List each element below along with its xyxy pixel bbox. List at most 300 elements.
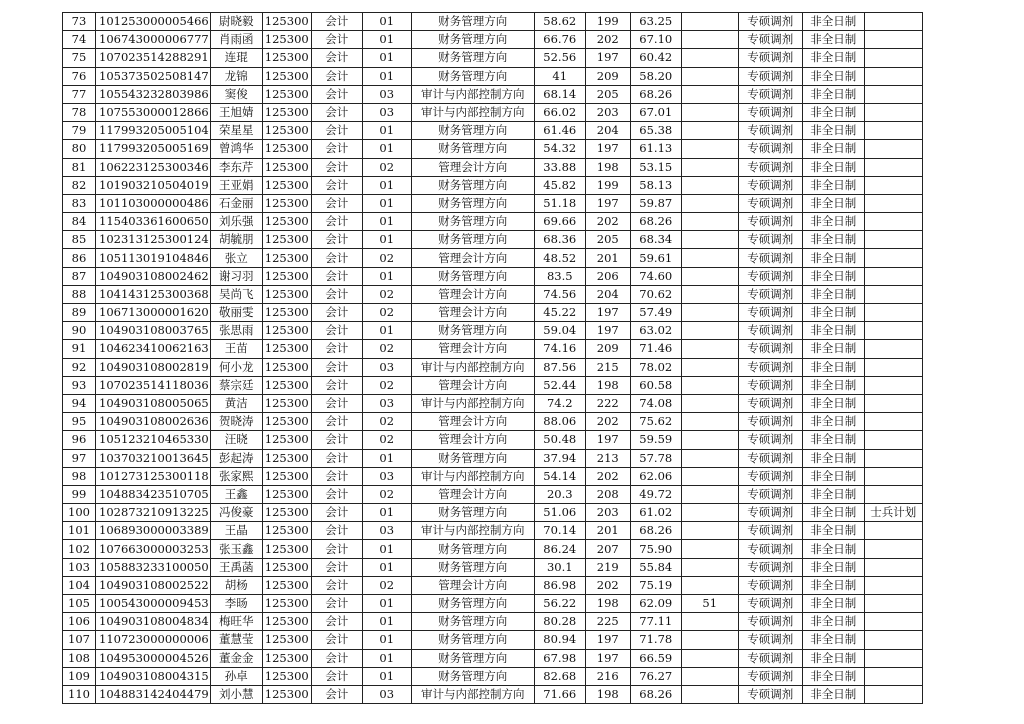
total-score-cell: 77.11	[630, 613, 681, 631]
major-code-cell: 125300	[262, 504, 311, 522]
study-mode-cell: 非全日制	[802, 540, 864, 558]
direction-code-cell: 03	[362, 685, 411, 703]
remark-cell	[864, 540, 922, 558]
remark-cell	[864, 231, 922, 249]
major-code-cell: 125300	[262, 249, 311, 267]
direction-cell: 财务管理方向	[411, 13, 534, 31]
seq-cell: 76	[63, 67, 96, 85]
category-cell: 专硕调剂	[738, 340, 802, 358]
direction-code-cell: 02	[362, 285, 411, 303]
rank-cell	[681, 49, 738, 67]
direction-cell: 财务管理方向	[411, 649, 534, 667]
remark-cell	[864, 304, 922, 322]
major-code-cell: 125300	[262, 631, 311, 649]
major-code-cell: 125300	[262, 194, 311, 212]
candidate-id-cell: 104953000004526	[96, 649, 211, 667]
major-name-cell: 会计	[311, 85, 362, 103]
total-score-cell: 68.26	[630, 85, 681, 103]
direction-cell: 管理会计方向	[411, 576, 534, 594]
retest-score-cell: 197	[585, 631, 630, 649]
remark-cell	[864, 394, 922, 412]
category-cell: 专硕调剂	[738, 576, 802, 594]
study-mode-cell: 非全日制	[802, 322, 864, 340]
direction-code-cell: 03	[362, 394, 411, 412]
seq-cell: 95	[63, 413, 96, 431]
direction-code-cell: 01	[362, 613, 411, 631]
direction-cell: 审计与内部控制方向	[411, 522, 534, 540]
candidate-id-cell: 105113019104846	[96, 249, 211, 267]
seq-cell: 83	[63, 194, 96, 212]
remark-cell	[864, 176, 922, 194]
prelim-score-cell: 59.04	[534, 322, 585, 340]
study-mode-cell: 非全日制	[802, 504, 864, 522]
retest-score-cell: 197	[585, 431, 630, 449]
prelim-score-cell: 54.32	[534, 140, 585, 158]
name-cell: 王晶	[210, 522, 262, 540]
total-score-cell: 58.13	[630, 176, 681, 194]
total-score-cell: 68.26	[630, 213, 681, 231]
major-code-cell: 125300	[262, 467, 311, 485]
major-name-cell: 会计	[311, 595, 362, 613]
seq-cell: 85	[63, 231, 96, 249]
study-mode-cell: 非全日制	[802, 449, 864, 467]
direction-cell: 财务管理方向	[411, 558, 534, 576]
direction-cell: 财务管理方向	[411, 595, 534, 613]
retest-score-cell: 207	[585, 540, 630, 558]
table-row	[63, 631, 923, 649]
major-code-cell: 125300	[262, 267, 311, 285]
direction-code-cell: 02	[362, 413, 411, 431]
major-name-cell: 会计	[311, 504, 362, 522]
major-name-cell: 会计	[311, 631, 362, 649]
retest-score-cell: 202	[585, 467, 630, 485]
table-row	[63, 31, 923, 49]
major-name-cell: 会计	[311, 194, 362, 212]
seq-cell: 103	[63, 558, 96, 576]
table-row	[63, 522, 923, 540]
retest-score-cell: 198	[585, 158, 630, 176]
study-mode-cell: 非全日制	[802, 467, 864, 485]
study-mode-cell: 非全日制	[802, 122, 864, 140]
prelim-score-cell: 88.06	[534, 413, 585, 431]
candidate-id-cell: 104903108002462	[96, 267, 211, 285]
major-name-cell: 会计	[311, 649, 362, 667]
direction-cell: 审计与内部控制方向	[411, 467, 534, 485]
rank-cell	[681, 13, 738, 31]
direction-code-cell: 02	[362, 576, 411, 594]
remark-cell	[864, 249, 922, 267]
table-row	[63, 13, 923, 31]
seq-cell: 102	[63, 540, 96, 558]
category-cell: 专硕调剂	[738, 613, 802, 631]
table-row	[63, 376, 923, 394]
major-name-cell: 会计	[311, 485, 362, 503]
retest-score-cell: 202	[585, 413, 630, 431]
prelim-score-cell: 86.24	[534, 540, 585, 558]
retest-score-cell: 225	[585, 613, 630, 631]
study-mode-cell: 非全日制	[802, 649, 864, 667]
direction-cell: 财务管理方向	[411, 631, 534, 649]
table-row	[63, 285, 923, 303]
rank-cell	[681, 122, 738, 140]
direction-code-cell: 01	[362, 558, 411, 576]
study-mode-cell: 非全日制	[802, 31, 864, 49]
seq-cell: 105	[63, 595, 96, 613]
seq-cell: 78	[63, 103, 96, 121]
candidate-id-cell: 115403361600650	[96, 213, 211, 231]
study-mode-cell: 非全日制	[802, 431, 864, 449]
direction-cell: 管理会计方向	[411, 249, 534, 267]
retest-score-cell: 219	[585, 558, 630, 576]
prelim-score-cell: 37.94	[534, 449, 585, 467]
candidate-id-cell: 102873210913225	[96, 504, 211, 522]
category-cell: 专硕调剂	[738, 595, 802, 613]
remark-cell	[864, 267, 922, 285]
seq-cell: 82	[63, 176, 96, 194]
direction-cell: 管理会计方向	[411, 304, 534, 322]
retest-score-cell: 199	[585, 176, 630, 194]
candidate-id-cell: 103703210013645	[96, 449, 211, 467]
candidate-id-cell: 105543232803986	[96, 85, 211, 103]
rank-cell	[681, 522, 738, 540]
major-code-cell: 125300	[262, 485, 311, 503]
study-mode-cell: 非全日制	[802, 413, 864, 431]
total-score-cell: 58.20	[630, 67, 681, 85]
retest-score-cell: 203	[585, 504, 630, 522]
study-mode-cell: 非全日制	[802, 140, 864, 158]
prelim-score-cell: 30.1	[534, 558, 585, 576]
seq-cell: 79	[63, 122, 96, 140]
name-cell: 石金丽	[210, 194, 262, 212]
category-cell: 专硕调剂	[738, 431, 802, 449]
seq-cell: 106	[63, 613, 96, 631]
candidate-id-cell: 101273125300118	[96, 467, 211, 485]
direction-code-cell: 01	[362, 31, 411, 49]
major-code-cell: 125300	[262, 449, 311, 467]
major-code-cell: 125300	[262, 540, 311, 558]
direction-cell: 管理会计方向	[411, 413, 534, 431]
total-score-cell: 62.06	[630, 467, 681, 485]
rank-cell	[681, 613, 738, 631]
remark-cell	[864, 558, 922, 576]
direction-cell: 财务管理方向	[411, 140, 534, 158]
name-cell: 胡毓朋	[210, 231, 262, 249]
rank-cell	[681, 176, 738, 194]
table-row	[63, 413, 923, 431]
name-cell: 李旸	[210, 595, 262, 613]
category-cell: 专硕调剂	[738, 49, 802, 67]
rank-cell	[681, 285, 738, 303]
remark-cell	[864, 485, 922, 503]
remark-cell	[864, 67, 922, 85]
candidate-id-cell: 110723000000006	[96, 631, 211, 649]
category-cell: 专硕调剂	[738, 449, 802, 467]
direction-cell: 审计与内部控制方向	[411, 85, 534, 103]
study-mode-cell: 非全日制	[802, 304, 864, 322]
retest-score-cell: 205	[585, 85, 630, 103]
candidate-id-cell: 107663000003253	[96, 540, 211, 558]
candidate-id-cell: 104903108002636	[96, 413, 211, 431]
name-cell: 王禹菡	[210, 558, 262, 576]
direction-cell: 财务管理方向	[411, 540, 534, 558]
candidate-id-cell: 104883142404479	[96, 685, 211, 703]
major-name-cell: 会计	[311, 249, 362, 267]
study-mode-cell: 非全日制	[802, 49, 864, 67]
candidate-id-cell: 104903108002522	[96, 576, 211, 594]
prelim-score-cell: 67.98	[534, 649, 585, 667]
table-row	[63, 576, 923, 594]
major-code-cell: 125300	[262, 667, 311, 685]
category-cell: 专硕调剂	[738, 267, 802, 285]
major-code-cell: 125300	[262, 140, 311, 158]
retest-score-cell: 209	[585, 340, 630, 358]
study-mode-cell: 非全日制	[802, 576, 864, 594]
retest-score-cell: 222	[585, 394, 630, 412]
direction-cell: 财务管理方向	[411, 267, 534, 285]
prelim-score-cell: 82.68	[534, 667, 585, 685]
total-score-cell: 60.42	[630, 49, 681, 67]
major-code-cell: 125300	[262, 304, 311, 322]
total-score-cell: 68.26	[630, 522, 681, 540]
major-code-cell: 125300	[262, 103, 311, 121]
direction-code-cell: 01	[362, 213, 411, 231]
direction-cell: 管理会计方向	[411, 431, 534, 449]
table-row	[63, 340, 923, 358]
name-cell: 刘乐强	[210, 213, 262, 231]
major-name-cell: 会计	[311, 67, 362, 85]
seq-cell: 81	[63, 158, 96, 176]
major-name-cell: 会计	[311, 13, 362, 31]
remark-cell	[864, 413, 922, 431]
retest-score-cell: 205	[585, 231, 630, 249]
rank-cell	[681, 631, 738, 649]
name-cell: 荣星星	[210, 122, 262, 140]
major-name-cell: 会计	[311, 285, 362, 303]
total-score-cell: 59.59	[630, 431, 681, 449]
study-mode-cell: 非全日制	[802, 667, 864, 685]
category-cell: 专硕调剂	[738, 631, 802, 649]
direction-code-cell: 01	[362, 194, 411, 212]
category-cell: 专硕调剂	[738, 504, 802, 522]
direction-code-cell: 02	[362, 249, 411, 267]
major-name-cell: 会计	[311, 358, 362, 376]
major-code-cell: 125300	[262, 394, 311, 412]
major-code-cell: 125300	[262, 413, 311, 431]
major-name-cell: 会计	[311, 122, 362, 140]
candidate-id-cell: 107553000012866	[96, 103, 211, 121]
seq-cell: 87	[63, 267, 96, 285]
category-cell: 专硕调剂	[738, 213, 802, 231]
name-cell: 黄洁	[210, 394, 262, 412]
direction-code-cell: 03	[362, 103, 411, 121]
retest-score-cell: 209	[585, 67, 630, 85]
direction-cell: 财务管理方向	[411, 213, 534, 231]
table-row	[63, 485, 923, 503]
table-row	[63, 194, 923, 212]
candidate-id-cell: 105373502508147	[96, 67, 211, 85]
remark-cell: 士兵计划	[864, 504, 922, 522]
total-score-cell: 67.01	[630, 103, 681, 121]
rank-cell	[681, 340, 738, 358]
major-name-cell: 会计	[311, 449, 362, 467]
prelim-score-cell: 51.18	[534, 194, 585, 212]
retest-score-cell: 202	[585, 213, 630, 231]
direction-code-cell: 01	[362, 540, 411, 558]
name-cell: 李东芹	[210, 158, 262, 176]
remark-cell	[864, 376, 922, 394]
seq-cell: 109	[63, 667, 96, 685]
direction-code-cell: 02	[362, 485, 411, 503]
name-cell: 梅旺华	[210, 613, 262, 631]
direction-code-cell: 02	[362, 158, 411, 176]
major-name-cell: 会计	[311, 576, 362, 594]
name-cell: 尉晓毅	[210, 13, 262, 31]
study-mode-cell: 非全日制	[802, 158, 864, 176]
prelim-score-cell: 58.62	[534, 13, 585, 31]
rank-cell	[681, 103, 738, 121]
prelim-score-cell: 70.14	[534, 522, 585, 540]
category-cell: 专硕调剂	[738, 285, 802, 303]
study-mode-cell: 非全日制	[802, 231, 864, 249]
seq-cell: 108	[63, 649, 96, 667]
category-cell: 专硕调剂	[738, 140, 802, 158]
category-cell: 专硕调剂	[738, 522, 802, 540]
name-cell: 谢习羽	[210, 267, 262, 285]
direction-code-cell: 03	[362, 522, 411, 540]
seq-cell: 98	[63, 467, 96, 485]
remark-cell	[864, 158, 922, 176]
name-cell: 董金金	[210, 649, 262, 667]
seq-cell: 99	[63, 485, 96, 503]
major-code-cell: 125300	[262, 595, 311, 613]
retest-score-cell: 201	[585, 249, 630, 267]
retest-score-cell: 204	[585, 285, 630, 303]
table-row	[63, 158, 923, 176]
direction-code-cell: 01	[362, 631, 411, 649]
prelim-score-cell: 51.06	[534, 504, 585, 522]
major-name-cell: 会计	[311, 49, 362, 67]
total-score-cell: 53.15	[630, 158, 681, 176]
study-mode-cell: 非全日制	[802, 267, 864, 285]
table-row	[63, 595, 923, 613]
direction-code-cell: 02	[362, 340, 411, 358]
major-code-cell: 125300	[262, 431, 311, 449]
direction-code-cell: 01	[362, 267, 411, 285]
retest-score-cell: 198	[585, 685, 630, 703]
rank-cell	[681, 158, 738, 176]
name-cell: 曾鸿华	[210, 140, 262, 158]
retest-score-cell: 197	[585, 49, 630, 67]
rank-cell	[681, 31, 738, 49]
table-row	[63, 540, 923, 558]
total-score-cell: 62.09	[630, 595, 681, 613]
total-score-cell: 71.78	[630, 631, 681, 649]
rank-cell	[681, 140, 738, 158]
study-mode-cell: 非全日制	[802, 558, 864, 576]
seq-cell: 94	[63, 394, 96, 412]
total-score-cell: 63.02	[630, 322, 681, 340]
retest-score-cell: 213	[585, 449, 630, 467]
rank-cell	[681, 249, 738, 267]
study-mode-cell: 非全日制	[802, 249, 864, 267]
category-cell: 专硕调剂	[738, 67, 802, 85]
direction-code-cell: 02	[362, 376, 411, 394]
study-mode-cell: 非全日制	[802, 213, 864, 231]
prelim-score-cell: 56.22	[534, 595, 585, 613]
table-row	[63, 67, 923, 85]
retest-score-cell: 204	[585, 122, 630, 140]
major-code-cell: 125300	[262, 576, 311, 594]
rank-cell	[681, 231, 738, 249]
table-row	[63, 667, 923, 685]
name-cell: 王苗	[210, 340, 262, 358]
category-cell: 专硕调剂	[738, 540, 802, 558]
category-cell: 专硕调剂	[738, 376, 802, 394]
major-name-cell: 会计	[311, 103, 362, 121]
major-name-cell: 会计	[311, 376, 362, 394]
name-cell: 张立	[210, 249, 262, 267]
direction-code-cell: 01	[362, 140, 411, 158]
major-name-cell: 会计	[311, 394, 362, 412]
seq-cell: 86	[63, 249, 96, 267]
name-cell: 王亚娟	[210, 176, 262, 194]
table-row	[63, 213, 923, 231]
rank-cell	[681, 576, 738, 594]
category-cell: 专硕调剂	[738, 158, 802, 176]
direction-cell: 审计与内部控制方向	[411, 394, 534, 412]
major-code-cell: 125300	[262, 67, 311, 85]
prelim-score-cell: 87.56	[534, 358, 585, 376]
category-cell: 专硕调剂	[738, 358, 802, 376]
category-cell: 专硕调剂	[738, 558, 802, 576]
major-code-cell: 125300	[262, 13, 311, 31]
rank-cell	[681, 685, 738, 703]
seq-cell: 74	[63, 31, 96, 49]
category-cell: 专硕调剂	[738, 231, 802, 249]
prelim-score-cell: 52.56	[534, 49, 585, 67]
direction-cell: 财务管理方向	[411, 667, 534, 685]
total-score-cell: 60.58	[630, 376, 681, 394]
major-name-cell: 会计	[311, 140, 362, 158]
candidate-id-cell: 105123210465330	[96, 431, 211, 449]
candidate-id-cell: 104143125300368	[96, 285, 211, 303]
rank-cell	[681, 431, 738, 449]
total-score-cell: 76.27	[630, 667, 681, 685]
direction-code-cell: 01	[362, 504, 411, 522]
prelim-score-cell: 61.46	[534, 122, 585, 140]
direction-code-cell: 01	[362, 49, 411, 67]
candidate-id-cell: 117993205005104	[96, 122, 211, 140]
direction-code-cell: 01	[362, 176, 411, 194]
prelim-score-cell: 74.2	[534, 394, 585, 412]
seq-cell: 73	[63, 13, 96, 31]
total-score-cell: 74.60	[630, 267, 681, 285]
prelim-score-cell: 80.94	[534, 631, 585, 649]
prelim-score-cell: 83.5	[534, 267, 585, 285]
candidate-id-cell: 101103000000486	[96, 194, 211, 212]
candidate-id-cell: 102313125300124	[96, 231, 211, 249]
direction-cell: 财务管理方向	[411, 231, 534, 249]
table-row	[63, 685, 923, 703]
category-cell: 专硕调剂	[738, 249, 802, 267]
major-code-cell: 125300	[262, 176, 311, 194]
direction-cell: 财务管理方向	[411, 31, 534, 49]
retest-score-cell: 197	[585, 649, 630, 667]
remark-cell	[864, 194, 922, 212]
study-mode-cell: 非全日制	[802, 340, 864, 358]
seq-cell: 110	[63, 685, 96, 703]
major-code-cell: 125300	[262, 522, 311, 540]
